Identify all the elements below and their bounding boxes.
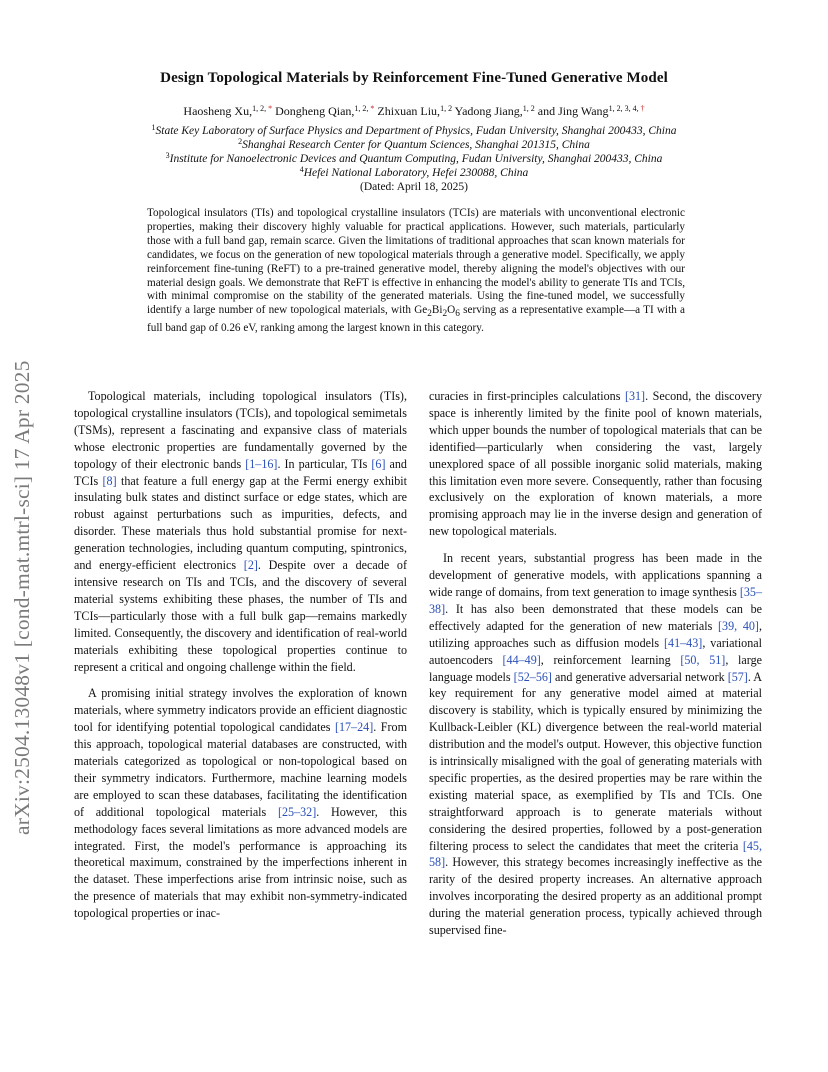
body-text: , variational autoencoders [429,635,762,667]
body-text: and generative adversarial network [551,669,728,684]
body-paragraph [74,388,407,675]
body-text: . Second, the discovery space is inherently limited by the finite pool of known materials, which upper bounds the number of topological materials that can be identified—particularly when considering the vast, largely unexplored space of all possible inorganic solid materials, making this limitation even more severe. Consequently, rather than focusing exclusively on the exploration of known materials, a more promising approach may lie in the inverse design and generation of new topological materials. [429,389,762,539]
citation-link[interactable]: [44–49] [502,652,541,667]
author-name: Yadong Jiang, [454,104,523,118]
author-affiliation-marks: 1, 2, * [252,104,273,113]
body-text: that feature a full energy gap at the Fermi energy exhibit insulating bulk states and distinct surface or edge states, which are robust against perturbations such as impurities, defects, and disorder. These materials thus hold substantial promise for next-generation technologies, including quantum computing, spintronics, and energy-efficient electronics [74,473,407,573]
citation-link[interactable]: [2] [243,558,258,573]
author-name: and Jing Wang [537,104,609,118]
author-affiliation-marks: 1, 2, 3, 4, † [608,104,645,113]
footnote-mark[interactable]: * [268,104,273,113]
body-text: . However, this methodology faces several limitations as more advanced models are integrated. First, the model's performance is approaching its theoretical maximum, constrained by the imperfections inherent in the dataset. These imperfections arise from intrinsic noise, such as the presence of materials that may exhibit non-symmetry-indicated topological properties or inac- [74,804,407,921]
citation-link[interactable]: [52–56] [513,669,552,684]
dated-line: (Dated: April 18, 2025) [360,181,468,193]
body-text: . From this approach, topological material databases are constructed, with materials categorized as topological or non-topological based on their symmetry indicators. Furthermore, machine learning models are employed to scan these databases, facilitating the identification of additional topological materials [74,720,407,819]
citation-link[interactable]: [39, 40] [718,618,759,633]
body-paragraph [429,388,762,540]
citation-link[interactable]: [6] [371,456,386,471]
body-text: . It has also been demonstrated that these models can be effectively adapted for the generation of new materials [429,601,762,633]
affiliation-3: $^3$Institute for Nanoelectronic Devices and Quantum Computing, Fudan University, Shanghai 200433, China [165,151,663,165]
citation-link[interactable]: [50, 51] [680,652,726,667]
affiliation-2: $^2$Shanghai Research Center for Quantum Sciences, Shanghai 201315, China [238,137,590,151]
body-text: , utilizing approaches such as diffusion models [429,618,762,650]
body-text: , large language models [429,652,762,684]
affiliation-1: $^1$State Key Laboratory of Surface Physics and Department of Physics, Fudan University, Shanghai 200433, China [151,123,677,137]
citation-link[interactable]: [41–43] [664,635,703,650]
author-list [60,104,768,119]
body-text: . Despite over a decade of intensive research on TIs and TCIs, and the discovery of several material systems exhibiting these phases, the number of TIs and TCIs—particularly those with a full bulk gap—remains markedly limited. Consequently, the discovery and identification of real-world materials exhibiting these topological properties continue to represent a critical and ongoing challenge within the field. [74,558,407,674]
body-text: curacies in first-principles calculations [429,389,625,403]
author-affiliation-marks: 1, 2, * [354,104,375,113]
body-text: . A key requirement for any generative model aimed at material discovery is stability, which is typically ensured by minimizing the Kullback-Leibler (KL) divergence between the real-world material distribution and the model's output. However, this objective function is intrinsically misaligned with the goal of generating materials with specific properties, as the desired properties may be rare within the existing material space, as exemplified by TIs and TCIs. One straightforward approach is to generate materials without considering the desired properties, followed by a post-generation filtering process to select the candidates that meet the criteria [429,669,762,853]
body-paragraph [429,550,762,939]
footnote-mark[interactable]: † [640,104,645,113]
body-text: . However, this strategy becomes increasingly ineffective as the rarity of the desired property increases. An alternative approach involves incorporating the desired property as an additional prompt during the material generation process, typically achieved through supervised fine- [429,855,762,938]
arxiv-identifier-stamp: arXiv:2504.13048v1 [cond-mat.mtrl-sci] 17 Apr 2025 [10,360,34,835]
author-affiliation-marks: 1, 2 [522,104,535,113]
formula-ge: Ge [414,304,428,317]
body-text: A promising initial strategy involves the exploration of known materials, where symmetry indicators provide an efficient diagnostic tool for identifying potential topological candidates [74,686,407,735]
author-affiliation-marks: 1, 2 [440,104,453,113]
right-column [429,388,762,939]
body-text: In recent years, substantial progress has been made in the development of generative models, with applications spanning a wide range of domains, from text generation to image synthesis [429,551,762,599]
citation-link[interactable]: [57] [727,669,748,684]
citation-link[interactable]: [17–24] [334,720,374,735]
body-text: . In particular, TIs [277,456,372,471]
citation-link[interactable]: [8] [102,473,117,488]
author-name: Haosheng Xu, [183,104,253,118]
affiliations [60,124,768,194]
citation-link[interactable]: [35–38] [429,584,762,616]
left-column [74,388,407,922]
citation-link[interactable]: [45, 58] [429,838,762,870]
footnote-mark[interactable]: * [370,104,375,113]
author-name: Zhixuan Liu, [377,104,441,118]
author-name: Dongheng Qian, [275,104,355,118]
paper-title: Design Topological Materials by Reinforcement Fine-Tuned Generative Model [160,70,668,86]
body-text: Topological materials, including topological insulators (TIs), topological crystalline insulators (TCIs), and topological semimetals (TSMs), represent a fascinating and expansive class of materials whose electronic properties are fundamentally governed by the topology of their electronic bands [74,389,407,471]
body-text: and TCIs [74,456,407,488]
citation-link[interactable]: [31] [624,389,646,403]
body-text: , reinforcement learning [540,652,681,667]
body-paragraph [74,685,407,922]
abstract: Topological insulators (TIs) and topological crystalline insulators (TCIs) are materials with unconventional electronic properties, making their discovery highly valuable for practical applications. However, such materials, particularly those with a full band gap, remain scarce. Given the limitations of traditional approaches that scan known materials for candidates, we focus on the generation of new topological materials through a generative model. Specifically, we apply reinforcement fine-tuning (ReFT) to a pre-trained generative model, thereby aligning the model's objectives with our material design goals. We demonstrate that ReFT is effective in enhancing the model's ability to generate TIs and TCIs, with minimal compromise on the stability of the generated materials. Using the fine-tuned model, we successfully identify a large number of new topological materials, with $Ge_2Bi_2O_6$ serving as a representative example—a TI with a full band gap of 0.26 eV, ranking among the largest known in this category. [147,207,686,335]
affiliation-4: $^4$Hefei National Laboratory, Hefei 230088, China [299,165,529,179]
citation-link[interactable]: [25–32] [277,804,317,819]
citation-link[interactable]: [1–16] [245,456,278,471]
